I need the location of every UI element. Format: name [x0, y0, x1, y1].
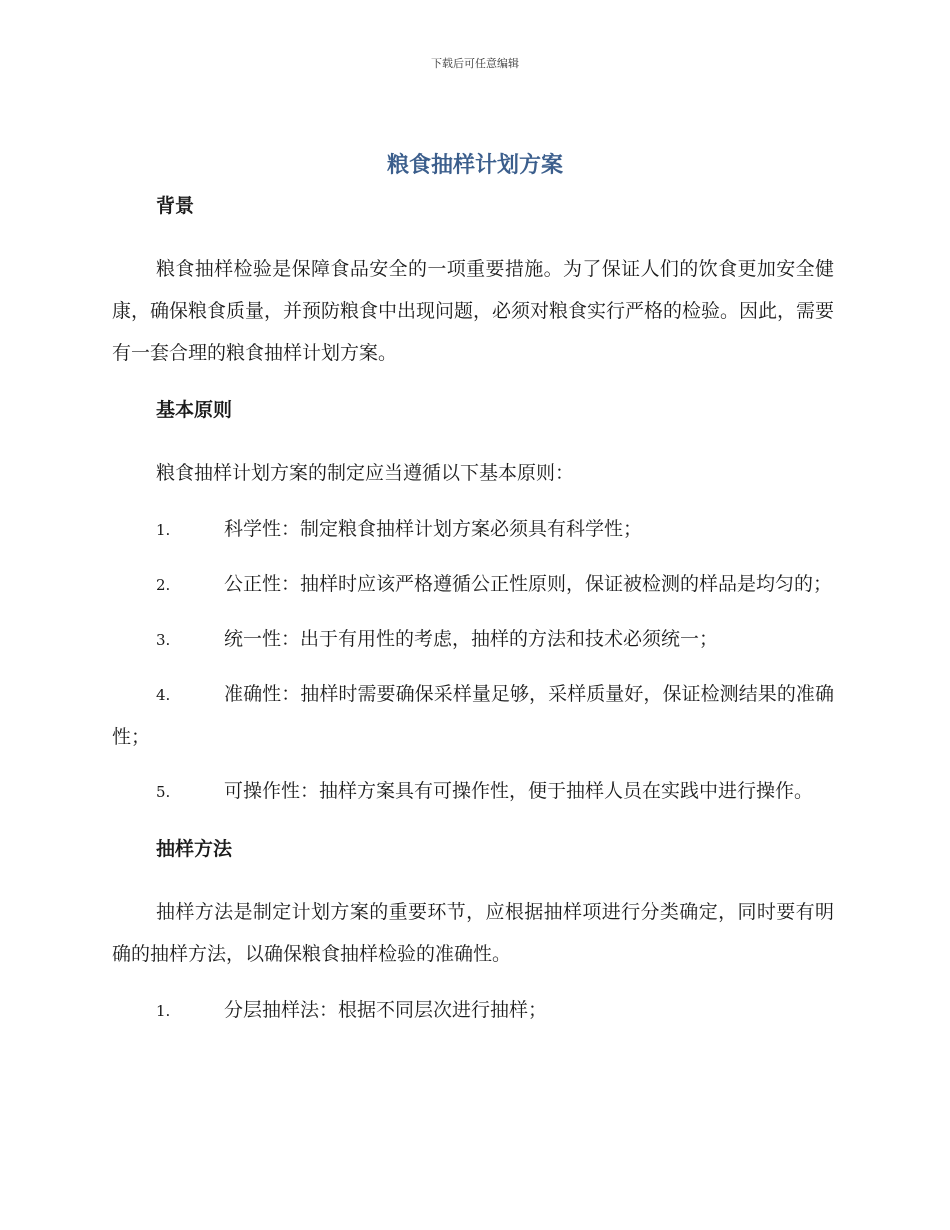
list-text: 可操作性：抽样方案具有可操作性，便于抽样人员在实践中进行操作。 [224, 780, 814, 802]
list-item [112, 618, 834, 661]
page-header: 下载后可任意编辑 [431, 57, 519, 70]
section-paragraph: 粮食抽样计划方案的制定应当遵循以下基本原则： [156, 462, 575, 484]
list-number: 1. [156, 1002, 171, 1020]
list-text: 分层抽样法：根据不同层次进行抽样； [224, 999, 548, 1021]
list-number: 1. [156, 521, 171, 539]
list-number: 4. [156, 686, 171, 704]
section-heading-principles: 基本原则 [156, 399, 233, 421]
list-item [112, 673, 834, 758]
list-text: 科学性：制定粮食抽样计划方案必须具有科学性； [224, 518, 643, 540]
section-paragraph: 粮食抽样检验是保障食品安全的一项重要措施。为了保证人们的饮食更加安全健康，确保粮食质量，并预防粮食中出现问题，必须对粮食实行严格的检验。因此，需要有一套合理的粮食抽样计划方案。 [112, 258, 835, 364]
section-paragraph: 抽样方法是制定计划方案的重要环节，应根据抽样项进行分类确定，同时要有明确的抽样方法，以确保粮食抽样检验的准确性。 [112, 901, 834, 965]
list-item [112, 508, 834, 551]
document-body [112, 190, 834, 1044]
document-title: 粮食抽样计划方案 [386, 153, 563, 178]
list-text: 公正性：抽样时应该严格遵循公正性原则，保证被检测的样品是均匀的； [224, 573, 833, 595]
list-text: 准确性：抽样时需要确保采样量足够，采样质量好，保证检测结果的准确性； [112, 683, 834, 748]
section-heading-methods: 抽样方法 [156, 838, 233, 860]
list-text: 统一性：出于有用性的考虑，抽样的方法和技术必须统一； [224, 628, 719, 650]
list-item [112, 563, 834, 606]
list-number: 3. [156, 631, 171, 649]
list-number: 5. [156, 783, 171, 801]
section-heading-background: 背景 [156, 195, 195, 217]
list-item [112, 770, 834, 813]
list-item [112, 989, 834, 1032]
list-number: 2. [156, 576, 171, 594]
